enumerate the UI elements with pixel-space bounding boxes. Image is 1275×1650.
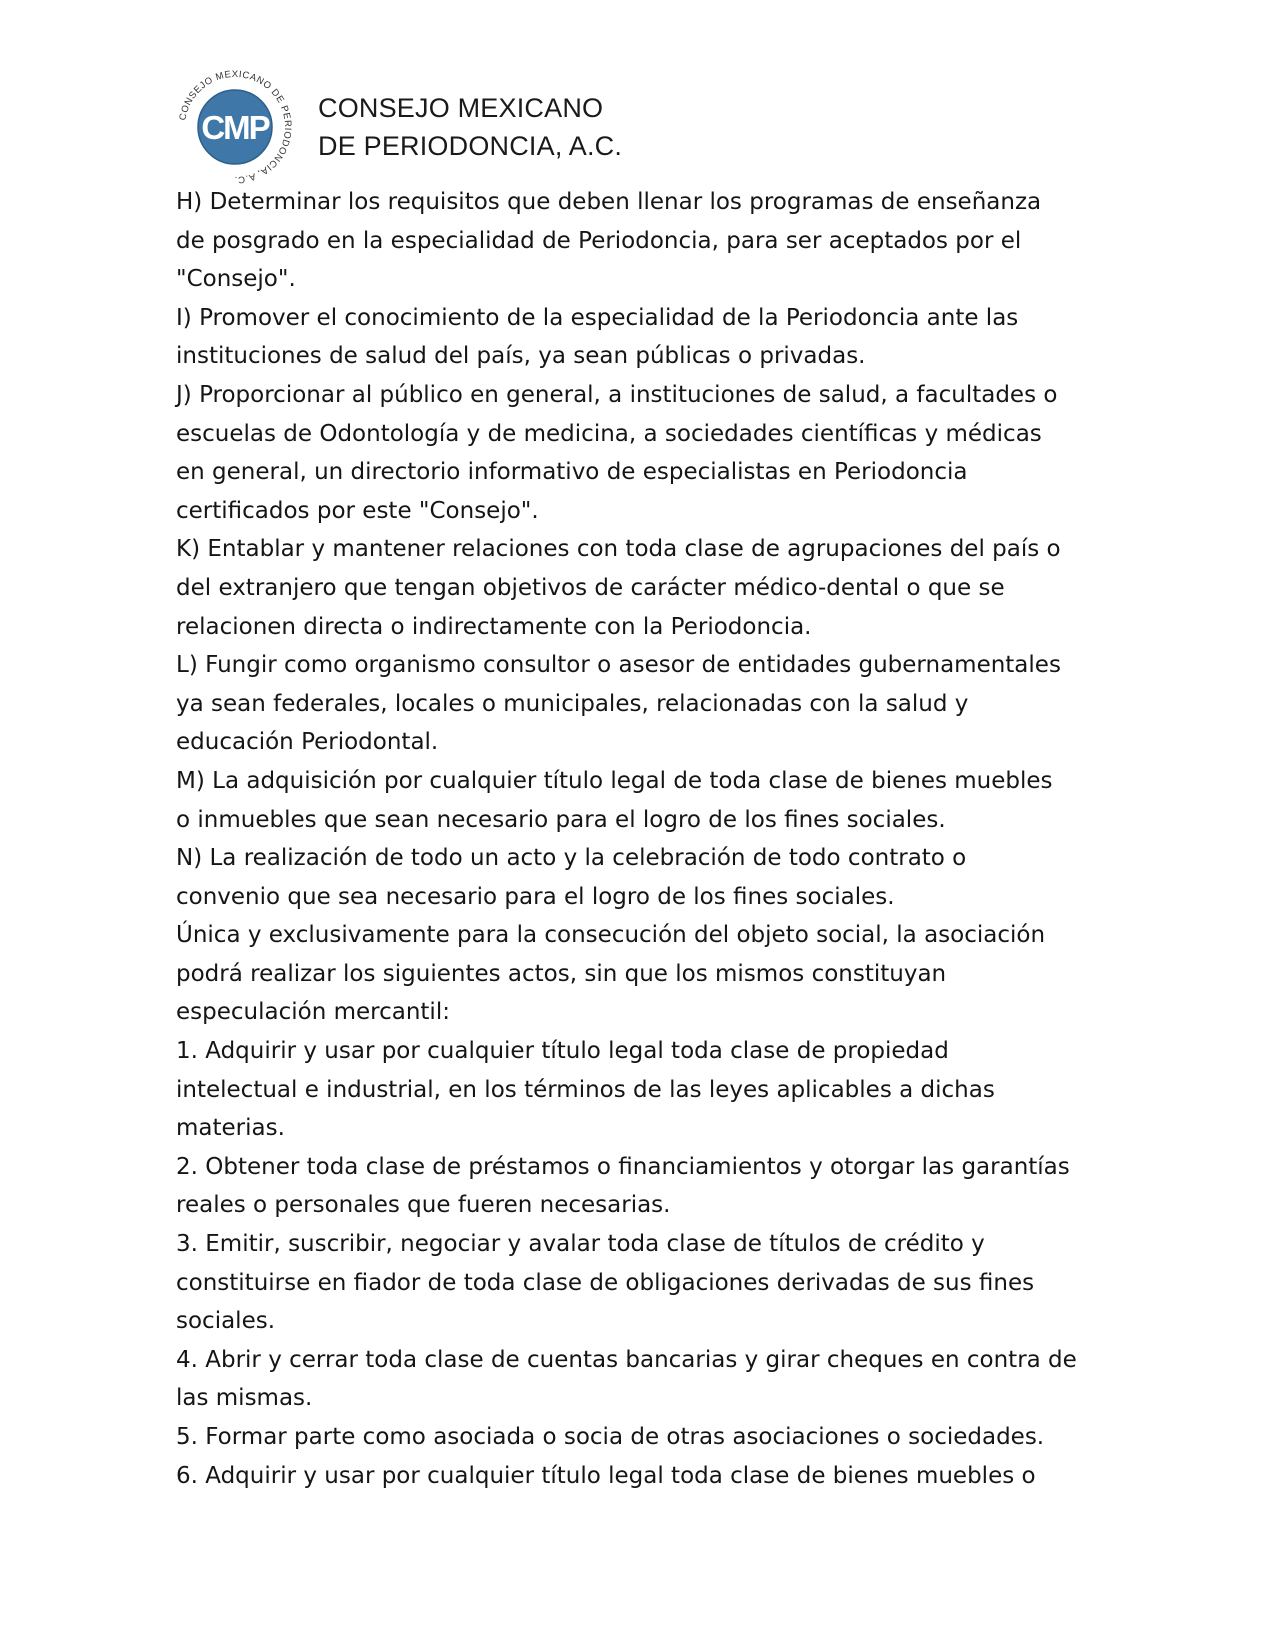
- org-name-line-2: DE PERIODONCIA, A.C.: [318, 131, 623, 161]
- body-line: J) Proporcionar al público en general, a instituciones de salud, a facultades o: [176, 381, 1058, 408]
- body-line: 3. Emitir, suscribir, negociar y avalar toda clase de títulos de crédito y: [176, 1231, 985, 1258]
- body-line: podrá realizar los siguientes actos, sin que los mismos constituyan: [176, 960, 947, 987]
- body-line: 2. Obtener toda clase de préstamos o financiamientos y otorgar las garantías: [176, 1153, 1070, 1180]
- logo-initials: CMP: [201, 109, 269, 146]
- body-line: reales o personales que fueren necesarias.: [176, 1192, 671, 1219]
- document-body: [176, 183, 1096, 1495]
- organization-name: [318, 89, 622, 165]
- body-line: M) La adquisición por cualquier título legal de toda clase de bienes muebles: [176, 767, 1053, 794]
- body-line: del extranjero que tengan objetivos de carácter médico-dental o que se: [176, 574, 1005, 601]
- body-line: L) Fungir como organismo consultor o asesor de entidades gubernamentales: [176, 652, 1061, 679]
- body-line: constituirse en fiador de toda clase de obligaciones derivadas de sus fines: [176, 1269, 1035, 1296]
- document-header: [174, 68, 623, 186]
- logo-ring-text: CONSEJO MEXICANO DE PERIODONCIA, A.C.: [177, 68, 294, 186]
- body-line: H) Determinar los requisitos que deben llenar los programas de enseñanza: [176, 189, 1042, 215]
- body-line: educación Periodontal.: [176, 729, 439, 756]
- body-line: I) Promover el conocimiento de la especialidad de la Periodoncia ante las: [176, 304, 1019, 331]
- body-line: ya sean federales, locales o municipales, relacionadas con la salud y: [176, 690, 969, 717]
- body-line: K) Entablar y mantener relaciones con toda clase de agrupaciones del país o: [176, 536, 1061, 563]
- body-line: 6. Adquirir y usar por cualquier título legal toda clase de bienes muebles o: [176, 1462, 1036, 1489]
- body-line: N) La realización de todo un acto y la celebración de todo contrato o: [176, 845, 967, 872]
- body-line: en general, un directorio informativo de especialistas en Periodoncia: [176, 459, 968, 486]
- body-line: especulación mercantil:: [176, 999, 450, 1026]
- body-line: las mismas.: [176, 1385, 313, 1412]
- body-line: "Consejo".: [176, 266, 296, 293]
- body-line: instituciones de salud del país, ya sean públicas o privadas.: [176, 343, 866, 370]
- body-line: o inmuebles que sean necesario para el logro de los fines sociales.: [176, 806, 946, 833]
- body-line: 1. Adquirir y usar por cualquier título legal toda clase de propiedad: [176, 1038, 949, 1065]
- body-line: Única y exclusivamente para la consecución del objeto social, la asociación: [176, 922, 1046, 949]
- body-line: materias.: [176, 1115, 285, 1142]
- body-line: de posgrado en la especialidad de Periodoncia, para ser aceptados por el: [176, 227, 1022, 254]
- body-line: escuelas de Odontología y de medicina, a sociedades científicas y médicas: [176, 420, 1042, 447]
- body-line: 5. Formar parte como asociada o socia de otras asociaciones o sociedades.: [176, 1424, 1045, 1450]
- org-name-line-1: CONSEJO MEXICANO: [318, 93, 604, 123]
- body-line: convenio que sea necesario para el logro de los fines sociales.: [176, 883, 895, 910]
- body-line: sociales.: [176, 1308, 276, 1335]
- body-line: certificados por este "Consejo".: [176, 497, 539, 524]
- body-line: relacionen directa o indirectamente con la Periodoncia.: [176, 613, 812, 640]
- body-line: intelectual e industrial, en los términos de las leyes aplicables a dichas: [176, 1076, 995, 1103]
- body-line: 4. Abrir y cerrar toda clase de cuentas bancarias y girar cheques en contra de: [176, 1346, 1077, 1373]
- cmp-logo: [174, 66, 296, 188]
